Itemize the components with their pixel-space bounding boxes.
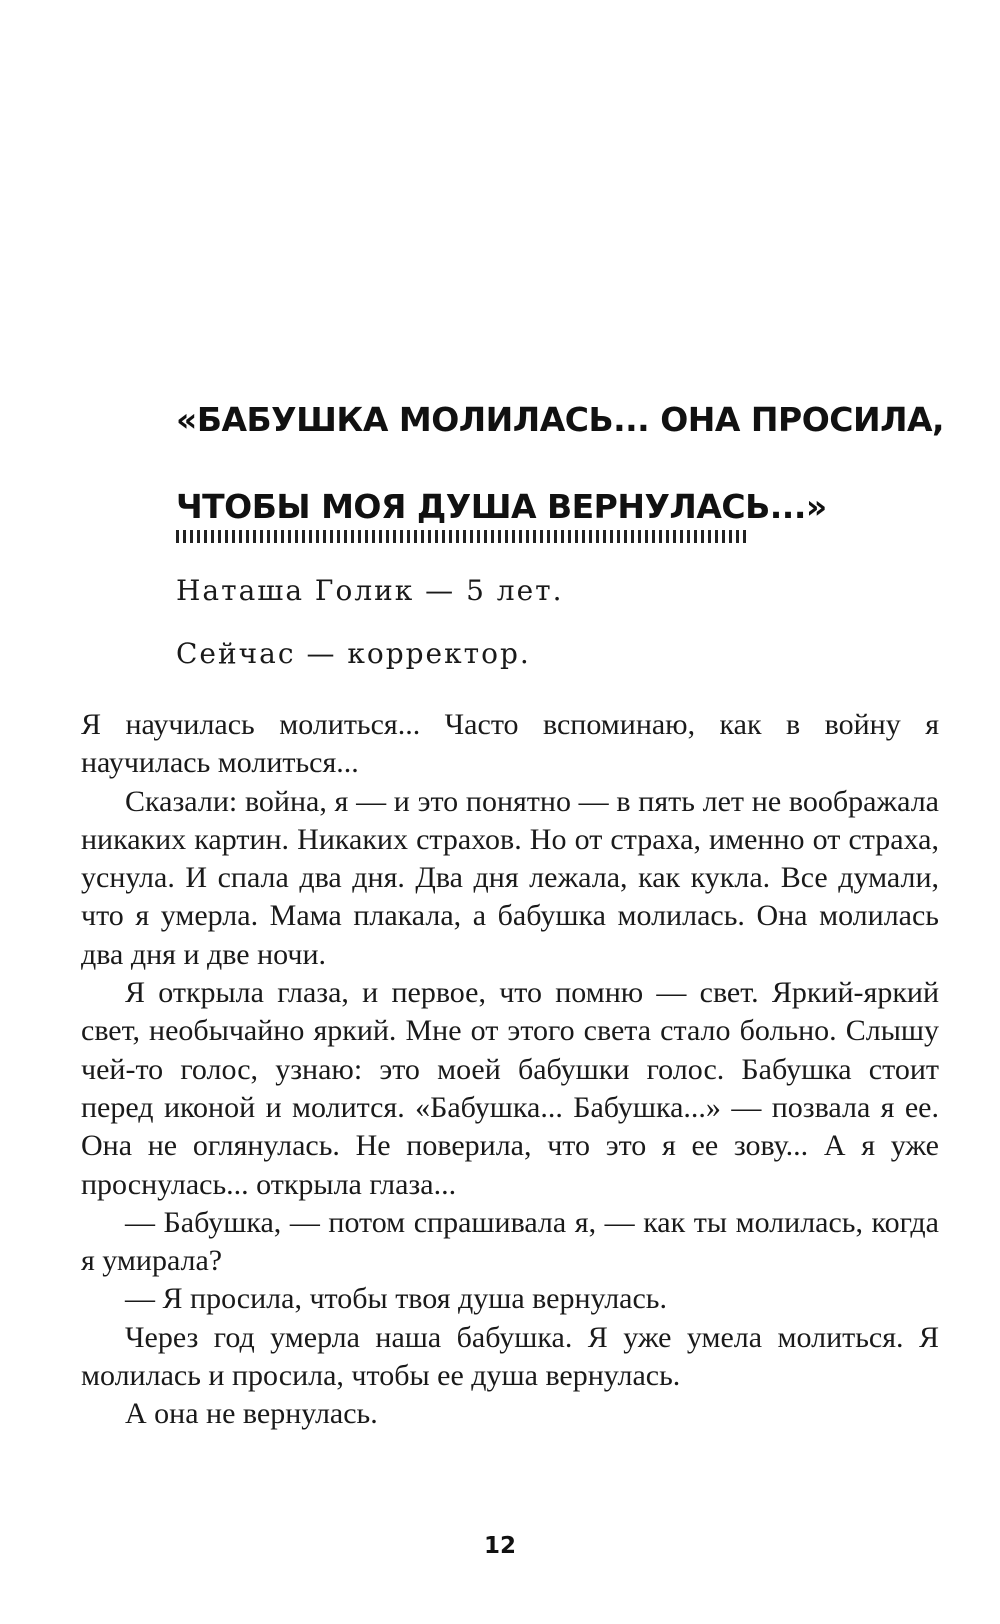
decorative-rule xyxy=(176,530,750,543)
narrator-occupation: Сейчас — корректор. xyxy=(176,637,531,670)
paragraph: — Бабушка, — потом спрашивала я, — как ты молилась, когда я умирала? xyxy=(81,1205,939,1278)
paragraph: Я открыла глаза, и первое, что помню — свет. Яркий-яркий свет, необычайно яркий. Мне от этого света стало больно. Слышу чей-то голос, узнаю: это моей бабушки голос. Бабушка стоит перед иконой и молится. «Бабушка... Бабушка...» — позвала я ее. Она не оглянулась. Не поверила, что это я ее зову... А я уже проснулась... открыла глаза... xyxy=(81,976,939,1201)
paragraph: Сказали: война, я — и это понятно — в пять лет не воображала никаких картин. Никаких страхов. Но от страха, именно от страха, уснула. И спала два дня. Два дня лежала, как кукла. Все думали, что я умерла. Мама плакала, а бабушка молилась. Она молилась два дня и две ночи. xyxy=(81,784,939,971)
narrator-name-age: Наташа Голик — 5 лет. xyxy=(176,574,564,607)
paragraph: Через год умерла наша бабушка. Я уже умела молиться. Я молилась и просила, чтобы ее душа вернулась. xyxy=(81,1320,939,1393)
chapter-title-line-2: ЧТОБЫ МОЯ ДУША ВЕРНУЛАСЬ...» xyxy=(176,487,827,526)
paragraph: А она не вернулась. xyxy=(125,1397,378,1431)
body-text xyxy=(81,706,939,1434)
paragraph: Я научилась молиться... Часто вспоминаю, как в войну я научилась молиться... xyxy=(81,708,939,780)
chapter-title-line-1: «БАБУШКА МОЛИЛАСЬ... ОНА ПРОСИЛА, xyxy=(176,400,945,439)
paragraph: — Я просила, чтобы твоя душа вернулась. xyxy=(125,1282,667,1316)
page-number: 12 xyxy=(483,1533,516,1559)
